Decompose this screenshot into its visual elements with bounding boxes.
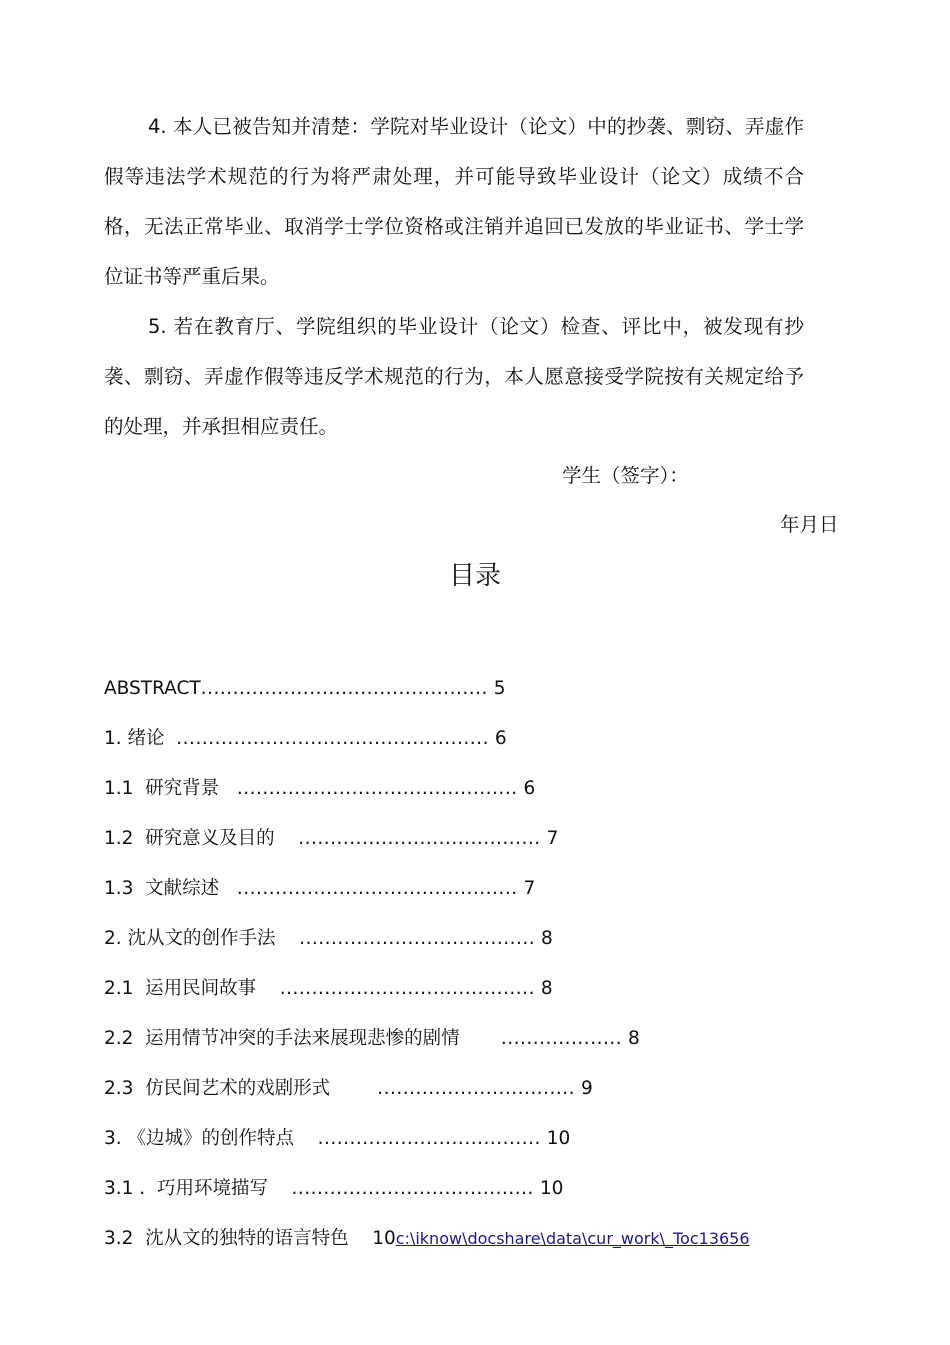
toc-entry-label: 3.2 沈从文的独特的语言特色 (104, 1228, 373, 1249)
toc-entry-leader: ................................... (317, 1128, 541, 1149)
toc-entry-label: 1.3 文献综述 (104, 878, 237, 899)
toc-entry[interactable] (104, 1023, 640, 1055)
toc-entry[interactable] (104, 1073, 593, 1105)
toc-title: 目录 (448, 561, 501, 591)
toc-entry-label: 3. 《边城》的创作特点 (104, 1128, 318, 1149)
toc-entry-leader: ..................................... (299, 928, 536, 949)
toc-entry-page: 8 (541, 928, 553, 949)
toc-entry-page: 10 (372, 1228, 396, 1249)
toc-entry-label: ABSTRACT (104, 678, 201, 699)
toc-entry[interactable] (104, 1223, 750, 1255)
toc-entry-leader: ........................................ (279, 978, 535, 999)
toc-entry-page: 6 (523, 778, 536, 799)
toc-entry[interactable] (104, 873, 535, 905)
toc-entry-label: 1.1 研究背景 (104, 778, 237, 799)
signature-label: 学生（签字）： (562, 464, 689, 487)
toc-entry-leader: ...................................... (291, 1178, 534, 1199)
toc-entry[interactable] (104, 823, 558, 855)
toc-entry-page: 7 (546, 828, 559, 849)
toc-entry-label: 1.2 研究意义及目的 (104, 828, 299, 849)
toc-entry-label: 3.1 . 巧用环境描写 (104, 1178, 292, 1199)
toc-entry-page: 7 (523, 878, 536, 899)
toc-entry-label: 2.1 运用民间故事 (104, 978, 280, 999)
toc-entry-label: 2.2 运用情节冲突的手法来展现悲惨的剧情 (104, 1028, 501, 1049)
toc-entry-label: 1. 绪论 (104, 728, 177, 749)
toc-entry-label: 2. 沈从文的创作手法 (104, 928, 300, 949)
date-label: 年月日 (780, 513, 839, 536)
toc-entry-page: 6 (494, 728, 507, 749)
toc-entry-page: 10 (539, 1178, 564, 1199)
toc-entry[interactable] (104, 723, 507, 755)
toc-entry-page: 8 (627, 1028, 640, 1049)
toc-entry[interactable] (104, 773, 535, 805)
toc-entry-leader: ............................................. (200, 678, 488, 699)
declaration-paragraph-5: 5. 若在教育厅、学院组织的毕业设计（论文）检查、评比中，被发现有抄袭、剽窃、弄虚作假等违反学术规范的行为，本人愿意接受学院按有关规定给予的处理，并承担相应责任。 (104, 315, 804, 438)
toc-entry-page: 8 (540, 978, 553, 999)
toc-hyperlink[interactable]: c:\iknow\docshare\data\cur_work\_Toc13656 (395, 1229, 750, 1248)
toc-entry[interactable] (104, 1173, 563, 1205)
declaration-paragraph-4: 4. 本人已被告知并清楚：学院对毕业设计（论文）中的抄袭、剽窃、弄虚作假等违法学术规范的行为将严肃处理，并可能导致毕业设计（论文）成绩不合格，无法正常毕业、取消学士学位资格或注销并追回已发放的毕业证书、学士学位证书等严重后果。 (104, 115, 804, 288)
toc-entry-leader: ...................................... (298, 828, 541, 849)
toc-entry[interactable] (104, 973, 553, 1005)
toc-entry-leader: ............................................ (236, 778, 518, 799)
toc-entry-label: 2.3 仿民间艺术的戏剧形式 (104, 1078, 378, 1099)
toc-entry-leader: ............................................ (236, 878, 518, 899)
toc-entry-leader: ................................................. (176, 728, 489, 749)
toc-entry-page: 5 (493, 678, 506, 699)
toc-entry[interactable] (104, 923, 553, 955)
toc-entry[interactable] (104, 1123, 570, 1155)
toc-entry[interactable] (104, 673, 506, 705)
toc-entry-leader: ............................... (377, 1078, 576, 1099)
toc-entry-page: 9 (580, 1078, 593, 1099)
toc-entry-page: 10 (546, 1128, 571, 1149)
toc-entry-leader: ................... (500, 1028, 623, 1049)
